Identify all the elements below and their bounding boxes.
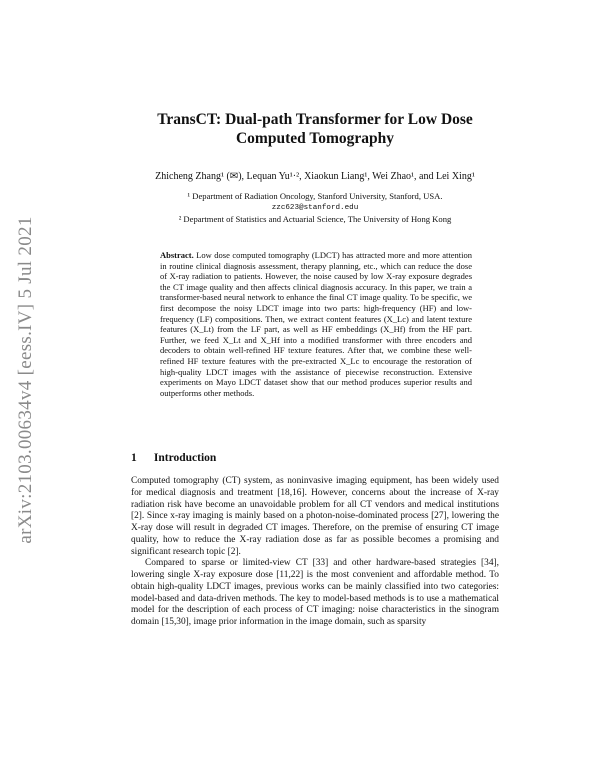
section-heading <box>131 452 499 464</box>
affiliation-2: ² Department of Statistics and Actuarial Science, The University of Hong Kong <box>178 214 452 224</box>
section-body <box>131 476 499 629</box>
author-list: Zhicheng Zhang¹ (✉), Lequan Yu¹·², Xiaokun Liang¹, Wei Zhao¹, and Lei Xing¹ <box>155 171 475 182</box>
author-email: zzc623@stanford.edu <box>271 203 359 212</box>
affiliation-1: ¹ Department of Radiation Oncology, Stanford University, Stanford, USA. <box>187 191 443 201</box>
section-number: 1 <box>131 452 137 464</box>
affiliations <box>131 191 499 226</box>
arxiv-identifier-text: arXiv:2103.00634v4 [eess.IV] 5 Jul 2021 <box>15 216 36 544</box>
abstract-text: Low dose computed tomography (LDCT) has attracted more and more attention in routine clinical diagnosis assessment, therapy planning, etc., which can reduce the dose of X-ray radiation to patients. However, the noise caused by low X-ray exposure degrades the CT image quality and then affects clinical diagnosis accuracy. In this paper, we train a transformer-based neural network to enhance the final CT image quality. To be specific, we first decompose the noisy LDCT image into two parts: high-frequency (HF) and low-frequency (LF) compositions. Then, we extract content features (X_Lc) and latent texture features (X_Lt) from the LF part, as well as HF embeddings (X_Hf) from the HF part. Further, we feed X_Lt and X_Hf into a modified transformer with three encoders and decoders to obtain well-refined HF texture features. After that, we combine these well-refined HF texture features with the pre-extracted X_Lc to encourage the restoration of high-quality LDCT images with the assistance of piecewise reconstruction. Extensive experiments on Mayo LDCT dataset show that our method produces superior results and outperforms other methods. <box>160 250 473 398</box>
abstract-label: Abstract. <box>160 250 194 260</box>
paragraph: Compared to sparse or limited-view CT [33] and other hardware-based strategies [34], lowering single X-ray exposure dose [11,22] is the most convenient and affordable method. To obtain high-quality LDCT images, previous works can be mainly classified into two categories: model-based and data-driven methods. The key to model-based methods is to use a mathematical model for the description of each process of CT imaging: noise characteristics in the sinogram domain [15,30], image prior information in the image domain, such as sparsity <box>131 558 499 627</box>
section-title: Introduction <box>153 452 217 464</box>
abstract <box>160 250 472 398</box>
arxiv-identifier <box>6 200 46 560</box>
paper-title: TransCT: Dual-path Transformer for Low Dose Computed Tomography <box>157 111 473 147</box>
paragraph: Computed tomography (CT) system, as noninvasive imaging equipment, has been widely used for medical diagnosis and treatment [18,16]. However, concerns about the increase of X-ray radiation risk have become an unavoidable problem for all CT vendors and medical institutions [2]. Since x-ray imaging is mainly based on a photon-noise-dominated process [27], lowering the X-ray dose will result in degraded CT images. Therefore, on the premise of ensuring CT image quality, how to reduce the X-ray radiation dose as far as possible becomes a promising and significant research topic [2]. <box>131 476 499 557</box>
